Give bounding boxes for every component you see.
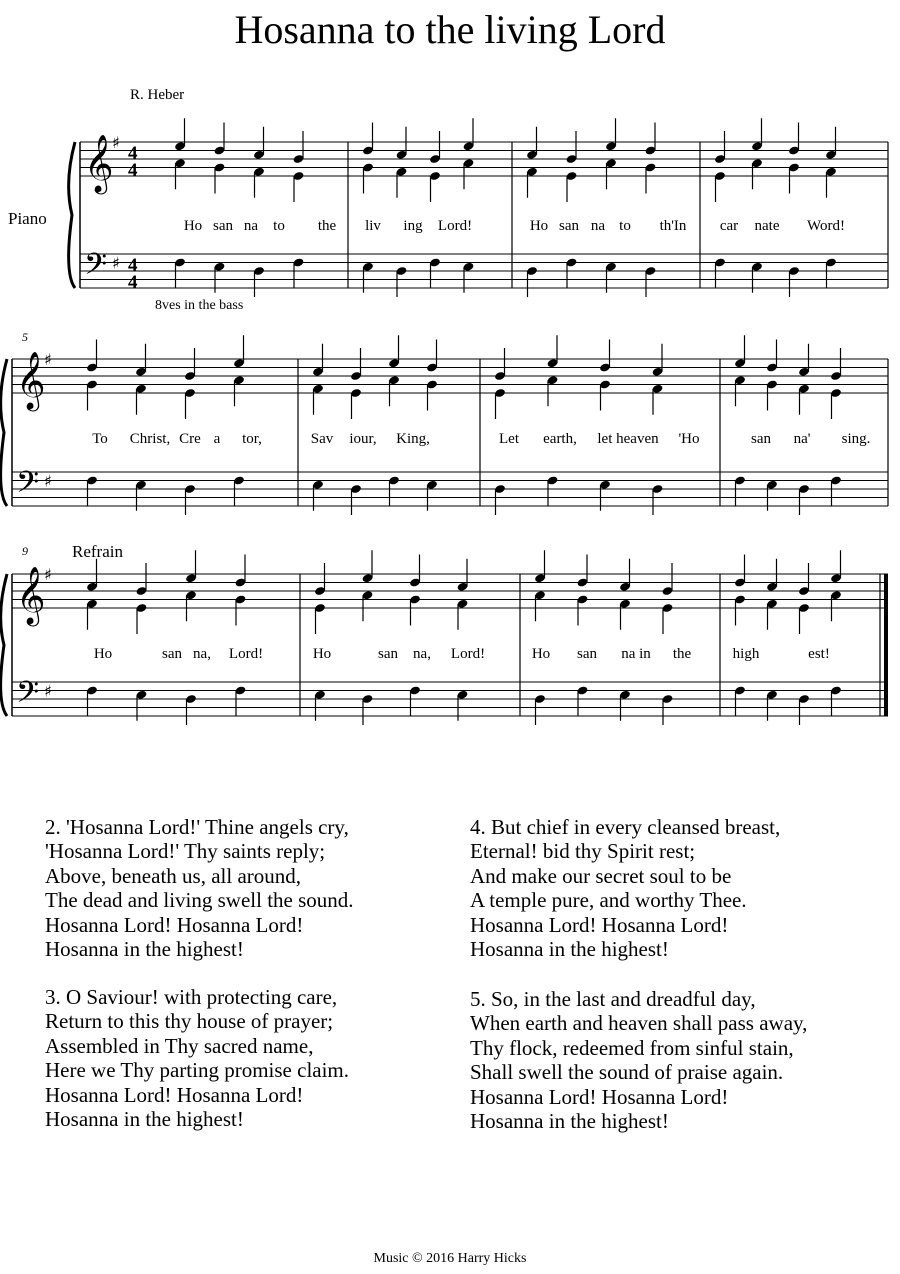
lyric-syllable: car [719,218,739,234]
lyric-syllable: san [577,646,597,662]
lyric-syllable: Ho [531,646,551,662]
lyric-syllable: the [317,218,337,234]
lyric-syllable: san [162,646,182,662]
lyric-syllable: san [559,218,579,234]
lyric-syllable: Lord! [437,218,473,234]
lyric-syllable: est! [808,646,830,662]
verse-line: Return to this thy house of prayer; [45,1009,334,1034]
lyric-syllable: san [378,646,398,662]
lyric-syllable: King, [396,431,430,447]
verse-block [45,985,349,1131]
verse-line: Hosanna Lord! Hosanna Lord! [45,912,304,937]
measure-number: 5 [22,330,28,344]
verse-line: A temple pure, and worthy Thee. [470,888,747,913]
verse-line: Hosanna in the highest! [45,1107,244,1132]
svg-text:4: 4 [128,272,138,293]
refrain-label: Refrain [72,542,123,561]
copyright-footer: Music © 2016 Harry Hicks [373,1251,527,1266]
lyric-syllable: iour, [349,431,377,447]
verse-line: When earth and heaven shall pass away, [470,1011,808,1036]
svg-text:𝄞: 𝄞 [84,134,114,192]
lyric-syllable: let heaven [597,431,659,447]
svg-text:♯: ♯ [112,133,120,152]
verse-line: Eternal! bid thy Spirit rest; [470,839,696,864]
lyric-syllable: san [751,431,771,447]
verse-block [470,815,780,961]
lyric-syllable: to [273,218,285,234]
verse-line: 4. But chief in every cleansed breast, [470,815,781,839]
verse-block [470,987,807,1133]
verse-line: Shall swell the sound of praise again. [470,1060,784,1085]
verse-line: Hosanna in the highest! [45,937,244,962]
verse-line: Hosanna Lord! Hosanna Lord! [470,1084,729,1109]
svg-text:𝄞: 𝄞 [16,566,46,624]
lyric-syllable: liv [365,218,381,234]
measure-number: 9 [22,544,28,558]
svg-text:♯: ♯ [44,681,52,701]
lyric-syllable: san [213,218,233,234]
lyric-syllable: na [590,218,606,234]
verse-line: 2. 'Hosanna Lord!' Thine angels cry, [45,815,349,839]
lyric-syllable: Sav [310,431,334,447]
svg-text:♯: ♯ [44,350,52,369]
lyric-syllable: sing. [841,431,871,447]
lyric-syllable: Let [499,431,519,447]
lyric-syllable: 'Ho [678,431,700,447]
instrument-label: Piano [8,209,47,228]
lyric-syllable: na [243,218,259,234]
lyric-syllable: Ho [529,218,549,234]
svg-text:♯: ♯ [44,471,52,491]
verse-line: 5. So, in the last and dreadful day, [470,987,756,1011]
svg-text:𝄢: 𝄢 [16,466,40,507]
svg-text:𝄢: 𝄢 [16,676,40,717]
lyric-syllable: to [619,218,631,234]
verse-line: Above, beneath us, all around, [45,863,302,888]
svg-text:4: 4 [128,143,138,164]
lyric-syllable: Word! [807,218,845,234]
lyric-syllable: tor, [242,431,262,447]
bass-performance-note: 8ves in the bass [155,298,244,313]
lyric-syllable: nate [754,218,780,234]
lyric-syllable: na, [193,646,211,662]
verse-block [45,815,354,961]
lyric-syllable: high [732,646,760,662]
svg-text:4: 4 [128,255,138,276]
verse-line: Hosanna in the highest! [470,937,669,962]
verse-line: 'Hosanna Lord!' Thy saints reply; [45,839,326,864]
verse-line: Hosanna in the highest! [470,1109,669,1134]
verse-line: 3. O Saviour! with protecting care, [45,985,338,1009]
author-credit: R. Heber [130,87,185,103]
verse-line: Thy flock, redeemed from sinful stain, [470,1035,794,1060]
lyric-syllable: Cre [179,431,201,447]
svg-text:♯: ♯ [44,565,52,584]
lyric-syllable: na in [621,646,651,662]
page-title: Hosanna to the living Lord [234,7,666,52]
lyric-syllable: Ho [93,646,113,662]
verse-line: And make our secret soul to be [470,863,732,888]
lyric-syllable: the [672,646,692,662]
lyric-syllable: To [92,431,108,447]
lyric-syllable: Ho [183,218,203,234]
lyric-syllable: Christ, [129,431,171,447]
verse-line: Here we Thy parting promise claim. [45,1058,350,1083]
verse-line: The dead and living swell the sound. [45,888,354,913]
svg-text:𝄞: 𝄞 [16,351,46,409]
lyric-syllable: ing [403,218,423,234]
lyric-syllable: na, [413,646,431,662]
verse-line: Hosanna Lord! Hosanna Lord! [45,1082,304,1107]
lyric-syllable: a [213,431,221,447]
lyric-syllable: Ho [312,646,332,662]
lyric-syllable: th'In [659,218,687,234]
svg-text:𝄢: 𝄢 [84,248,108,289]
lyric-syllable: Lord! [450,646,486,662]
svg-text:4: 4 [128,160,138,181]
lyric-syllable: na' [793,431,811,447]
lyric-syllable: Lord! [228,646,264,662]
lyric-syllable: earth, [543,431,577,447]
verse-line: Assembled in Thy sacred name, [45,1033,314,1058]
svg-text:♯: ♯ [112,253,120,273]
verse-line: Hosanna Lord! Hosanna Lord! [470,912,729,937]
